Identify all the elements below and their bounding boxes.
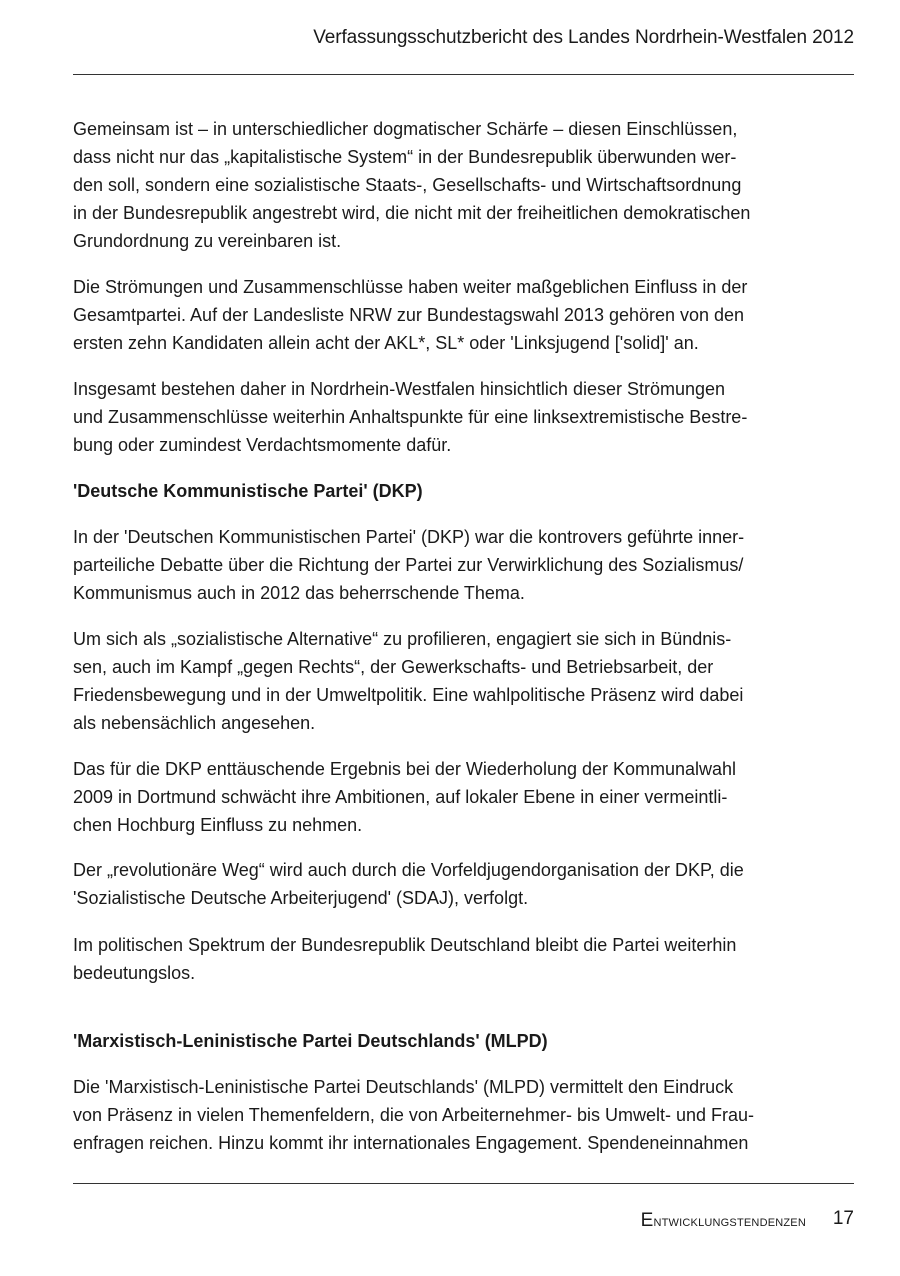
text-line: als nebensächlich angesehen. bbox=[73, 713, 316, 733]
section-heading-text: 'Marxistisch-Leninistische Partei Deutschlands' (MLPD) bbox=[73, 1031, 548, 1051]
text-line: Insgesamt bestehen daher in Nordrhein-Westfalen hinsichtlich dieser Strömungen bbox=[73, 379, 726, 399]
paragraph bbox=[73, 1073, 808, 1157]
paragraph bbox=[73, 755, 808, 839]
page-footer bbox=[73, 1183, 854, 1244]
paragraph bbox=[73, 375, 808, 459]
footer-section-rest: ntwicklungstendenzen bbox=[653, 1213, 806, 1230]
text-line: Die Strömungen und Zusammenschlüsse haben weiter maßgeblichen Einfluss in der bbox=[73, 277, 748, 297]
text-line: Um sich als „sozialistische Alternative“ zu profilieren, engagiert sie sich in Bündnis- bbox=[73, 629, 732, 649]
text-line: Grundordnung zu vereinbaren ist. bbox=[73, 231, 342, 251]
footer-section-title bbox=[641, 1210, 806, 1232]
paragraph bbox=[73, 523, 808, 607]
text-line: sen, auch im Kampf „gegen Rechts“, der Gewerkschafts- und Betriebsarbeit, der bbox=[73, 657, 714, 677]
paragraph bbox=[73, 625, 808, 737]
text-line: enfragen reichen. Hinzu kommt ihr internationales Engagement. Spendeneinnahmen bbox=[73, 1133, 749, 1153]
text-line: ersten zehn Kandidaten allein acht der AKL*, SL* oder 'Linksjugend ['solid]' an. bbox=[73, 333, 699, 353]
body-text bbox=[73, 115, 808, 1157]
text-line: In der 'Deutschen Kommunistischen Partei' (DKP) war die kontrovers geführte inner- bbox=[73, 527, 745, 547]
text-line: Kommunismus auch in 2012 das beherrschende Thema. bbox=[73, 583, 525, 603]
text-line: den soll, sondern eine sozialistische Staats-, Gesellschafts- und Wirtschaftsordnung bbox=[73, 175, 742, 195]
header-title: Verfassungsschutzbericht des Landes Nordrhein-Westfalen 2012 bbox=[313, 27, 854, 48]
text-line: Das für die DKP enttäuschende Ergebnis bei der Wiederholung der Kommunalwahl bbox=[73, 759, 737, 779]
text-line: 'Sozialistische Deutsche Arbeiterjugend' (SDAJ), verfolgt. bbox=[73, 888, 529, 908]
section-heading-mlpd bbox=[73, 1027, 808, 1055]
paragraph bbox=[73, 931, 808, 987]
text-line: Die 'Marxistisch-Leninistische Partei Deutschlands' (MLPD) vermittelt den Eindruck bbox=[73, 1077, 734, 1097]
text-line: in der Bundesrepublik angestrebt wird, die nicht mit der freiheitlichen demokratischen bbox=[73, 203, 751, 223]
page-number: 17 bbox=[832, 1208, 854, 1229]
text-line: Der „revolutionäre Weg“ wird auch durch die Vorfeldjugendorganisation der DKP, die bbox=[73, 860, 744, 880]
text-line: chen Hochburg Einfluss zu nehmen. bbox=[73, 815, 363, 835]
section-heading-dkp bbox=[73, 477, 808, 505]
text-line: bedeutungslos. bbox=[73, 963, 196, 983]
text-line: 2009 in Dortmund schwächt ihre Ambitionen, auf lokaler Ebene in einer vermeintli- bbox=[73, 787, 728, 807]
text-line: bung oder zumindest Verdachtsmomente dafür. bbox=[73, 435, 452, 455]
text-line: Gesamtpartei. Auf der Landesliste NRW zur Bundestagswahl 2013 gehören von den bbox=[73, 305, 745, 325]
page-header bbox=[73, 24, 854, 75]
footer-section-initial: E bbox=[640, 1210, 654, 1231]
text-line: Gemeinsam ist – in unterschiedlicher dogmatischer Schärfe – diesen Einschlüssen, bbox=[73, 119, 738, 139]
text-line: und Zusammenschlüsse weiterhin Anhaltspunkte für eine linksextremistische Bestre- bbox=[73, 407, 748, 427]
text-line: Friedensbewegung und in der Umweltpolitik. Eine wahlpolitische Präsenz wird dabei bbox=[73, 685, 744, 705]
paragraph bbox=[73, 273, 808, 357]
text-line: dass nicht nur das „kapitalistische System“ in der Bundesrepublik überwunden wer- bbox=[73, 147, 737, 167]
paragraph bbox=[73, 856, 808, 912]
paragraph bbox=[73, 115, 808, 255]
section-heading-text: 'Deutsche Kommunistische Partei' (DKP) bbox=[73, 481, 423, 501]
text-line: parteiliche Debatte über die Richtung der Partei zur Verwirklichung des Sozialismus/ bbox=[73, 555, 744, 575]
text-line: von Präsenz in vielen Themenfeldern, die von Arbeiternehmer- bis Umwelt- und Frau- bbox=[73, 1105, 754, 1125]
text-line: Im politischen Spektrum der Bundesrepublik Deutschland bleibt die Partei weiterhin bbox=[73, 935, 737, 955]
